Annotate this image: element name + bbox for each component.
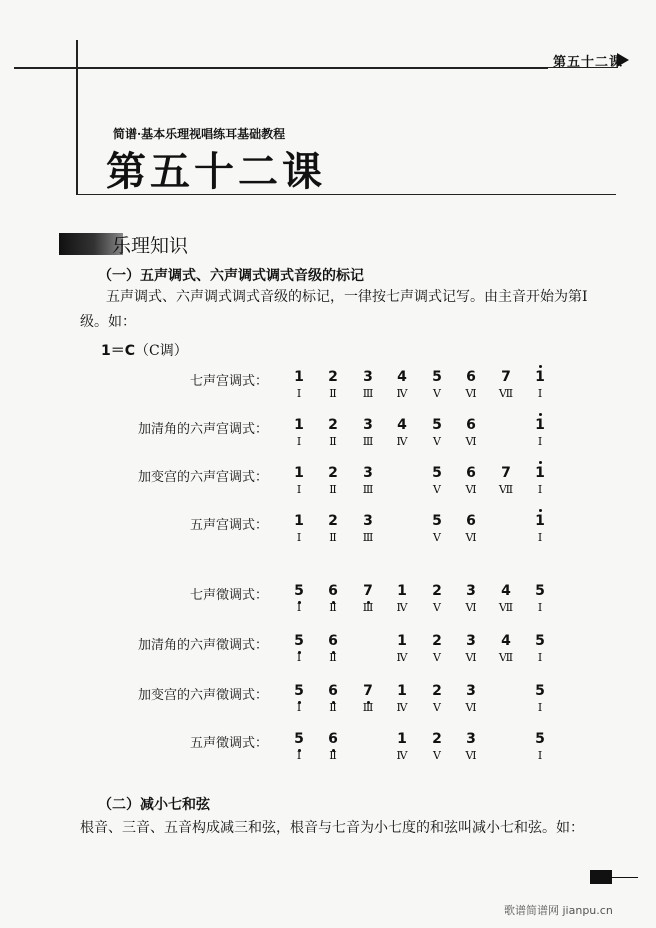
key-signature-note: （C调） (135, 343, 188, 359)
scale-degree: Ⅰ (537, 531, 543, 544)
scale-degree: Ⅶ (498, 387, 514, 400)
scale-degree: Ⅰ (296, 651, 302, 664)
scale-note: 1 (535, 417, 545, 433)
mode-label: 加清角的六声宫调式： (137, 422, 268, 437)
scale-degree: Ⅰ (537, 387, 543, 400)
paragraph-line-2: 级。如： (80, 314, 136, 330)
scale-note: 1 (294, 465, 304, 481)
high-octave-dot (539, 365, 542, 368)
scale-degree: Ⅱ (329, 701, 337, 714)
scale-degree: Ⅲ (362, 601, 374, 614)
scale-degree: Ⅵ (465, 387, 477, 400)
scale-note: 3 (466, 683, 476, 699)
scale-note: 4 (397, 417, 407, 433)
series-title: 简谱·基本乐理视唱练耳基础教程 (113, 127, 286, 141)
scale-degree: Ⅴ (433, 749, 441, 762)
scale-degree: Ⅲ (362, 435, 374, 448)
scale-degree: Ⅴ (433, 387, 441, 400)
page-marker (590, 870, 612, 884)
scale-note: 1 (294, 369, 304, 385)
scale-note: 6 (328, 683, 338, 699)
scale-note: 6 (328, 583, 338, 599)
mode-label: 七声徵调式： (189, 588, 268, 603)
scale-note: 2 (328, 417, 338, 433)
scale-degree: Ⅲ (362, 531, 374, 544)
scale-degree: Ⅰ (537, 701, 543, 714)
scale-note: 3 (466, 731, 476, 747)
scale-degree: Ⅱ (329, 749, 337, 762)
scale-degree: Ⅳ (396, 601, 408, 614)
page-title: 第五十二课 (106, 149, 326, 195)
mode-label: 七声宫调式： (189, 374, 268, 389)
scale-note: 5 (432, 513, 442, 529)
scale-note: 3 (363, 369, 373, 385)
scale-note: 1 (397, 731, 407, 747)
scale-note: 2 (328, 513, 338, 529)
scale-note: 6 (328, 731, 338, 747)
subsection-title-2: （二）减小七和弦 (98, 797, 210, 813)
scale-degree: Ⅴ (433, 701, 441, 714)
scale-degree: Ⅲ (362, 701, 374, 714)
scale-note: 2 (432, 731, 442, 747)
scale-degree: Ⅰ (296, 483, 302, 496)
scale-degree: Ⅱ (329, 387, 337, 400)
watermark: 歌谱简谱网 jianpu.cn (504, 904, 613, 917)
scale-degree: Ⅱ (329, 601, 337, 614)
scale-note: 2 (432, 633, 442, 649)
scale-degree: Ⅱ (329, 651, 337, 664)
key-signature-value: 1＝C (101, 343, 136, 359)
scale-note: 6 (466, 513, 476, 529)
scale-degree: Ⅴ (433, 601, 441, 614)
high-octave-dot (539, 461, 542, 464)
scale-note: 3 (466, 583, 476, 599)
mode-label: 加变宫的六声宫调式： (137, 470, 268, 485)
mode-label: 加清角的六声徵调式： (137, 638, 268, 653)
scale-degree: Ⅵ (465, 601, 477, 614)
scale-note: 6 (466, 465, 476, 481)
scale-note: 2 (432, 583, 442, 599)
scale-note: 3 (466, 633, 476, 649)
scale-degree: Ⅰ (296, 749, 302, 762)
scale-note: 4 (501, 583, 511, 599)
scale-note: 2 (328, 465, 338, 481)
scale-note: 4 (501, 633, 511, 649)
scale-degree: Ⅰ (537, 749, 543, 762)
scale-degree: Ⅴ (433, 483, 441, 496)
subsection-title-1: （一）五声调式、六声调式调式音级的标记 (98, 268, 364, 284)
scale-degree: Ⅴ (433, 435, 441, 448)
mode-label: 五声宫调式： (189, 518, 268, 533)
scale-note: 5 (535, 583, 545, 599)
paragraph-chord: 根音、三音、五音构成减三和弦，根音与七音为小七度的和弦叫减小七和弦。如： (80, 820, 584, 836)
scale-note: 6 (328, 633, 338, 649)
scale-degree: Ⅵ (465, 531, 477, 544)
mode-label: 加变宫的六声徵调式： (137, 688, 268, 703)
scale-degree: Ⅱ (329, 435, 337, 448)
scale-degree: Ⅰ (296, 601, 302, 614)
scale-degree: Ⅳ (396, 651, 408, 664)
scale-note: 5 (294, 731, 304, 747)
scale-degree: Ⅲ (362, 483, 374, 496)
key-signature (101, 340, 188, 360)
header-rule-vertical (76, 40, 78, 195)
high-octave-dot (539, 413, 542, 416)
scale-degree: Ⅵ (465, 701, 477, 714)
running-header: 第五十二课 (553, 55, 624, 70)
scale-note: 5 (294, 683, 304, 699)
scale-note: 6 (466, 417, 476, 433)
scale-note: 5 (535, 633, 545, 649)
scale-note: 5 (432, 417, 442, 433)
scale-note: 1 (535, 369, 545, 385)
scale-degree: Ⅰ (537, 651, 543, 664)
scale-note: 5 (294, 633, 304, 649)
scale-note: 1 (294, 417, 304, 433)
scale-degree: Ⅵ (465, 749, 477, 762)
scale-degree: Ⅵ (465, 435, 477, 448)
scale-note: 1 (535, 513, 545, 529)
scale-note: 3 (363, 417, 373, 433)
scale-degree: Ⅳ (396, 435, 408, 448)
mode-label: 五声徵调式： (189, 736, 268, 751)
scale-note: 5 (535, 731, 545, 747)
scale-degree: Ⅳ (396, 387, 408, 400)
scale-degree: Ⅳ (396, 749, 408, 762)
scale-degree: Ⅶ (498, 601, 514, 614)
scale-note: 3 (363, 465, 373, 481)
scale-note: 2 (432, 683, 442, 699)
header-rule-top (14, 67, 548, 69)
high-octave-dot (539, 509, 542, 512)
scale-degree: Ⅵ (465, 651, 477, 664)
scale-note: 1 (294, 513, 304, 529)
page-marker-line (612, 877, 638, 878)
scale-degree: Ⅳ (396, 701, 408, 714)
scale-degree: Ⅰ (296, 435, 302, 448)
scale-note: 1 (397, 633, 407, 649)
scale-degree: Ⅰ (537, 601, 543, 614)
scale-note: 1 (397, 583, 407, 599)
scale-note: 3 (363, 513, 373, 529)
scale-note: 7 (363, 583, 373, 599)
scale-note: 4 (397, 369, 407, 385)
scale-note: 5 (535, 683, 545, 699)
scale-degree: Ⅴ (433, 651, 441, 664)
scale-degree: Ⅶ (498, 651, 514, 664)
scale-degree: Ⅴ (433, 531, 441, 544)
scale-degree: Ⅰ (537, 435, 543, 448)
scale-note: 1 (535, 465, 545, 481)
scale-note: 5 (294, 583, 304, 599)
scale-note: 7 (501, 369, 511, 385)
scale-degree: Ⅰ (296, 387, 302, 400)
scale-note: 1 (397, 683, 407, 699)
scale-degree: Ⅵ (465, 483, 477, 496)
scale-degree: Ⅶ (498, 483, 514, 496)
paragraph-line-1: 五声调式、六声调式调式音级的标记，一律按七声调式记写。由主音开始为第Ⅰ (106, 289, 588, 305)
scale-note: 5 (432, 465, 442, 481)
scale-degree: Ⅰ (296, 701, 302, 714)
scale-note: 7 (363, 683, 373, 699)
scale-note: 5 (432, 369, 442, 385)
section-title: 乐理知识 (112, 235, 189, 257)
scale-degree: Ⅰ (537, 483, 543, 496)
scale-note: 2 (328, 369, 338, 385)
scale-degree: Ⅰ (296, 531, 302, 544)
scale-degree: Ⅱ (329, 483, 337, 496)
arrow-right-icon (617, 53, 629, 67)
scale-note: 7 (501, 465, 511, 481)
scale-note: 6 (466, 369, 476, 385)
scale-degree: Ⅲ (362, 387, 374, 400)
scale-degree: Ⅱ (329, 531, 337, 544)
